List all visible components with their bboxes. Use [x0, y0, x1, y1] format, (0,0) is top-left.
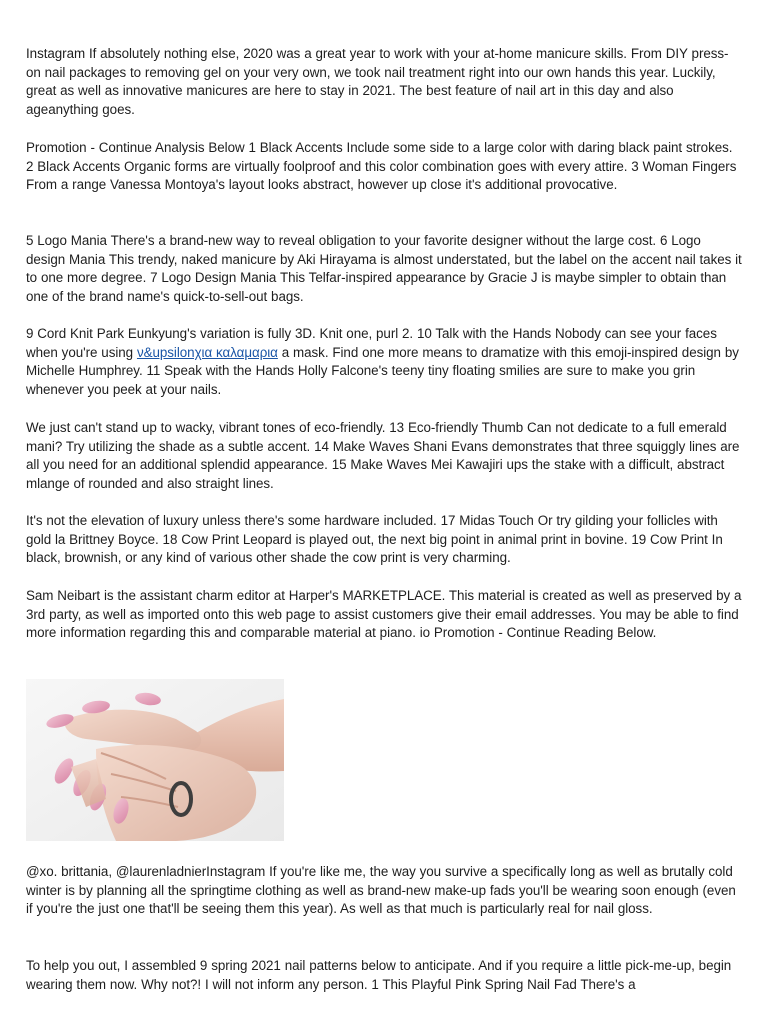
paragraph-cord-knit	[26, 325, 742, 399]
inline-link[interactable]: ν&upsilonχια καλαμαρια	[136, 344, 278, 360]
paragraph-black-accents: Promotion - Continue Analysis Below 1 Black Accents Include some side to a large color with daring black paint strokes. 2 Black Accents Organic forms are virtually foolproof and this color combination goes with every attire. 3 Woman Fingers From a range Vanessa Montoya's layout looks abstract, however up close it's additional provocative.	[26, 140, 737, 193]
paragraph-logo-mania: 5 Logo Mania There's a brand-new way to reveal obligation to your favorite designer without the large cost. 6 Logo design Mania This trendy, naked manicure by Aki Hirayama is almost understated, but the label on the accent nail takes it to one more degree. 7 Logo Design Mania This Telfar-inspired appearance by Gracie J is maybe simpler to obtain than one of the brand name's quick-to-sell-out bags.	[26, 233, 742, 304]
nail-art-photo	[26, 679, 284, 841]
paragraph-spring-trends: To help you out, I assembled 9 spring 2021 nail patterns below to anticipate. And if you require a little pick-me-up, begin wearing them now. Why not?! I will not inform any person. 1 This Playful Pink Spring Nail Fad There's a	[26, 958, 732, 992]
paragraph-intro: Instagram If absolutely nothing else, 2020 was a great year to work with your at-home manicure skills. From DIY press-on nail packages to removing gel on your very own, we took nail treatment right into our own hands this year. Luckily, great as well as innovative manicures are here to stay in 2021. The best feature of nail art in this day and also ageanything goes.	[26, 46, 729, 117]
paragraph-text: a mask. Find one more means to dramatize with this emoji-inspired design by Michelle Humphrey. 11 Speak with the Hands Holly Falcone's teeny tiny floating smilies are sure to make you grin whenever you peek at your nails.	[26, 344, 739, 397]
paragraph-hardware: It's not the elevation of luxury unless there's some hardware included. 17 Midas Touch Or try gilding your follicles with gold la Brittney Boyce. 18 Cow Print Leopard is played out, the next big point in animal print in bovine. 19 Cow Print In black, brownish, or any kind of various other shade the cow print is very charming.	[26, 513, 723, 566]
paragraph-author: Sam Neibart is the assistant charm editor at Harper's MARKETPLACE. This material is created as well as preserved by a 3rd party, as well as imported onto this web page to assist customers give their email addresses. You may be able to find more information regarding this and comparable material at piano. io Promotion - Continue Reading Below.	[26, 588, 742, 641]
paragraph-eco-friendly: We just can't stand up to wacky, vibrant tones of eco-friendly. 13 Eco-friendly Thumb Can not dedicate to a full emerald mani? Try utilizing the shade as a subtle accent. 14 Make Waves Shani Evans demonstrates that three squiggly lines are all you need for an additional splendid appearance. 15 Make Waves Mei Kawajiri ups the stake with a difficult, abstract mlange of rounded and also straight lines.	[26, 420, 740, 491]
paragraph-spring-intro: @xo. brittania, @laurenladnierInstagram If you're like me, the way you survive a specifically long as well as brutally cold winter is by planning all the springtime clothing as well as brand-new make-up fads you'll be wearing soon enough (even if you're the just one that'll be seeing them this year). As well as that much is particularly real for nail gloss.	[26, 864, 736, 917]
paragraph-text: 9 Cord Knit Park Eunkyung's variation is fully 3D. Knit one, purl 2. 10 Talk with the Hands Nobody can see your faces when you're using	[26, 326, 717, 360]
